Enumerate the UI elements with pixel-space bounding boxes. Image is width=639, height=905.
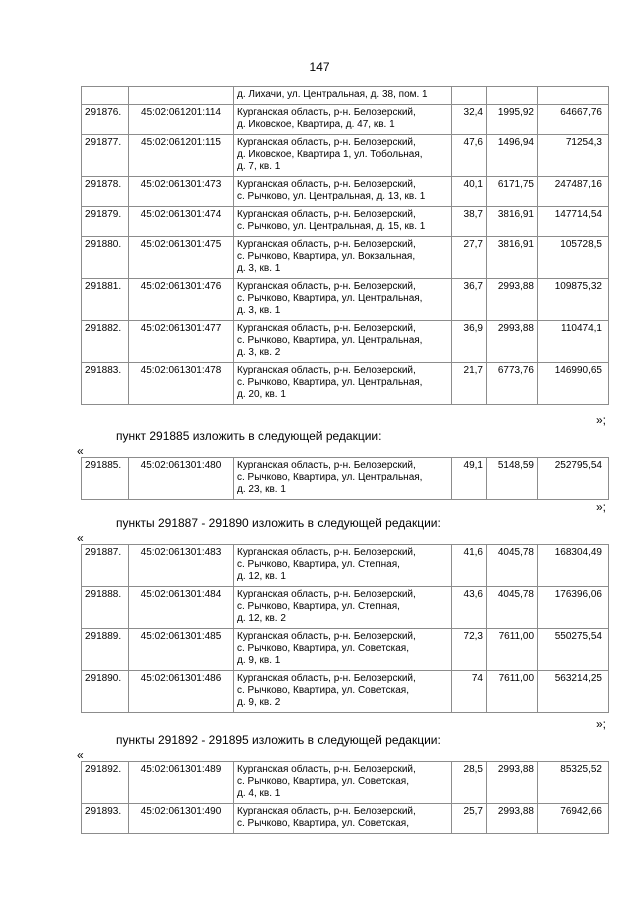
cadastral-number-cell: 45:02:061301:476 xyxy=(129,279,234,321)
cadastral-number-cell: 45:02:061301:490 xyxy=(129,804,234,834)
row-number-cell: 291880. xyxy=(82,237,129,279)
table-row-continuation xyxy=(82,87,609,105)
cadastral-value-cell: 563214,25 xyxy=(538,671,609,713)
closing-quote: »; xyxy=(596,717,607,731)
table-row xyxy=(82,279,609,321)
unit-price-cell: 4045,78 xyxy=(487,545,538,587)
area-cell: 25,7 xyxy=(452,804,487,834)
closing-quote: »; xyxy=(596,413,607,427)
cadastral-number-cell: 45:02:061301:477 xyxy=(129,321,234,363)
cadastral-value-cell: 147714,54 xyxy=(538,207,609,237)
table-row xyxy=(82,671,609,713)
registry-table-1 xyxy=(81,86,609,405)
address-cell: Курганская область, р-н. Белозерский, с. Рычково, Квартира, ул. Центральная, д. 23, кв. 1 xyxy=(234,458,452,500)
row-number-cell: 291885. xyxy=(82,458,129,500)
address-cell: Курганская область, р-н. Белозерский, с. Рычково, Квартира, ул. Центральная, д. 3, кв. 2 xyxy=(234,321,452,363)
table-row xyxy=(82,237,609,279)
unit-price-cell: 6171,75 xyxy=(487,177,538,207)
row-number-cell: 291877. xyxy=(82,135,129,177)
table-row xyxy=(82,135,609,177)
row-number-cell: 291876. xyxy=(82,105,129,135)
cadastral-number-cell: 45:02:061301:478 xyxy=(129,363,234,405)
area-cell: 43,6 xyxy=(452,587,487,629)
area-cell: 40,1 xyxy=(452,177,487,207)
cadastral-number-cell: 45:02:061301:485 xyxy=(129,629,234,671)
unit-price-cell: 5148,59 xyxy=(487,458,538,500)
cadastral-value-cell: 168304,49 xyxy=(538,545,609,587)
area-cell: 72,3 xyxy=(452,629,487,671)
cadastral-value-cell: 252795,54 xyxy=(538,458,609,500)
cadastral-number-cell: 45:02:061201:115 xyxy=(129,135,234,177)
registry-table-3 xyxy=(81,544,609,713)
row-number-cell: 291893. xyxy=(82,804,129,834)
page-number: 147 xyxy=(309,60,330,74)
area-cell: 49,1 xyxy=(452,458,487,500)
area-cell: 36,9 xyxy=(452,321,487,363)
cadastral-number-cell: 45:02:061201:114 xyxy=(129,105,234,135)
table-row xyxy=(82,545,609,587)
area-cell: 32,4 xyxy=(452,105,487,135)
instruction-text: пункты 291892 - 291895 изложить в следующей редакции: xyxy=(116,733,441,747)
unit-price-cell: 4045,78 xyxy=(487,587,538,629)
area-cell: 36,7 xyxy=(452,279,487,321)
unit-price-cell: 2993,88 xyxy=(487,804,538,834)
cadastral-number-cell: 45:02:061301:475 xyxy=(129,237,234,279)
cadastral-number-cell: 45:02:061301:486 xyxy=(129,671,234,713)
area-cell: 27,7 xyxy=(452,237,487,279)
address-cell: Курганская область, р-н. Белозерский, с. Рычково, Квартира, ул. Центральная, д. 3, кв. 1 xyxy=(234,279,452,321)
cadastral-value-cell: 247487,16 xyxy=(538,177,609,207)
address-cell: Курганская область, р-н. Белозерский, с. Рычково, Квартира, ул. Советская, xyxy=(234,804,452,834)
registry-table-2 xyxy=(81,457,609,500)
cadastral-number-cell: 45:02:061301:483 xyxy=(129,545,234,587)
area-cell: 28,5 xyxy=(452,762,487,804)
area-cell: 74 xyxy=(452,671,487,713)
unit-price-cell: 7611,00 xyxy=(487,671,538,713)
cadastral-value-cell: 109875,32 xyxy=(538,279,609,321)
unit-price-cell: 6773,76 xyxy=(487,363,538,405)
unit-price-cell: 1496,94 xyxy=(487,135,538,177)
opening-quote: « xyxy=(77,444,84,458)
row-number-cell: 291890. xyxy=(82,671,129,713)
table-row xyxy=(82,458,609,500)
row-number-cell: 291889. xyxy=(82,629,129,671)
unit-price-cell: 2993,88 xyxy=(487,321,538,363)
cadastral-number-cell: 45:02:061301:480 xyxy=(129,458,234,500)
instruction-text: пункт 291885 изложить в следующей редакции: xyxy=(116,429,382,443)
unit-price-cell: 2993,88 xyxy=(487,762,538,804)
address-cell: Курганская область, р-н. Белозерский, с. Рычково, ул. Центральная, д. 13, кв. 1 xyxy=(234,177,452,207)
cadastral-value-cell: 105728,5 xyxy=(538,237,609,279)
address-cell: Курганская область, р-н. Белозерский, д. Иковское, Квартира 1, ул. Тобольная, д. 7, кв. 1 xyxy=(234,135,452,177)
table-row xyxy=(82,207,609,237)
instruction-text: пункты 291887 - 291890 изложить в следующей редакции: xyxy=(116,516,441,530)
address-cell: Курганская область, р-н. Белозерский, с. Рычково, Квартира, ул. Степная, д. 12, кв. 2 xyxy=(234,587,452,629)
opening-quote: « xyxy=(77,531,84,545)
address-cell: Курганская область, р-н. Белозерский, д. Иковское, Квартира, д. 47, кв. 1 xyxy=(234,105,452,135)
cadastral-number-cell: 45:02:061301:484 xyxy=(129,587,234,629)
table-row xyxy=(82,629,609,671)
unit-price-cell: 3816,91 xyxy=(487,237,538,279)
table-row xyxy=(82,762,609,804)
area-cell: 41,6 xyxy=(452,545,487,587)
address-cell: Курганская область, р-н. Белозерский, с. Рычково, Квартира, ул. Советская, д. 9, кв. 1 xyxy=(234,629,452,671)
address-cell: Курганская область, р-н. Белозерский, с. Рычково, Квартира, ул. Советская, д. 9, кв. 2 xyxy=(234,671,452,713)
row-number-cell: 291882. xyxy=(82,321,129,363)
unit-price-cell: 2993,88 xyxy=(487,279,538,321)
row-number-cell: 291892. xyxy=(82,762,129,804)
address-cell: Курганская область, р-н. Белозерский, с. Рычково, Квартира, ул. Центральная, д. 20, кв. 1 xyxy=(234,363,452,405)
unit-price-cell: 1995,92 xyxy=(487,105,538,135)
cadastral-value-cell: 550275,54 xyxy=(538,629,609,671)
row-number-cell: 291879. xyxy=(82,207,129,237)
row-number-cell: 291887. xyxy=(82,545,129,587)
address-cell: Курганская область, р-н. Белозерский, с. Рычково, ул. Центральная, д. 15, кв. 1 xyxy=(234,207,452,237)
registry-table-4 xyxy=(81,761,609,834)
address-cell: Курганская область, р-н. Белозерский, с. Рычково, Квартира, ул. Вокзальная, д. 3, кв. 1 xyxy=(234,237,452,279)
area-cell: 47,6 xyxy=(452,135,487,177)
closing-quote: »; xyxy=(596,500,607,514)
row-number-cell: 291878. xyxy=(82,177,129,207)
opening-quote: « xyxy=(77,748,84,762)
table-row xyxy=(82,804,609,834)
table-row xyxy=(82,321,609,363)
row-number-cell: 291881. xyxy=(82,279,129,321)
address-cell: Курганская область, р-н. Белозерский, с. Рычково, Квартира, ул. Советская, д. 4, кв. 1 xyxy=(234,762,452,804)
unit-price-cell: 7611,00 xyxy=(487,629,538,671)
unit-price-cell: 3816,91 xyxy=(487,207,538,237)
address-cell: Курганская область, р-н. Белозерский, с. Рычково, Квартира, ул. Степная, д. 12, кв. 1 xyxy=(234,545,452,587)
table-row xyxy=(82,363,609,405)
table-row xyxy=(82,587,609,629)
area-cell: 38,7 xyxy=(452,207,487,237)
cadastral-number-cell: 45:02:061301:473 xyxy=(129,177,234,207)
cadastral-value-cell: 176396,06 xyxy=(538,587,609,629)
cadastral-value-cell: 64667,76 xyxy=(538,105,609,135)
cadastral-value-cell: 76942,66 xyxy=(538,804,609,834)
cadastral-number-cell: 45:02:061301:474 xyxy=(129,207,234,237)
row-number-cell: 291888. xyxy=(82,587,129,629)
table-row xyxy=(82,105,609,135)
cadastral-value-cell: 85325,52 xyxy=(538,762,609,804)
table-row xyxy=(82,177,609,207)
cadastral-value-cell: 71254,3 xyxy=(538,135,609,177)
cadastral-number-cell: 45:02:061301:489 xyxy=(129,762,234,804)
area-cell: 21,7 xyxy=(452,363,487,405)
cadastral-value-cell: 110474,1 xyxy=(538,321,609,363)
row-number-cell: 291883. xyxy=(82,363,129,405)
cadastral-value-cell: 146990,65 xyxy=(538,363,609,405)
address-cell: д. Лихачи, ул. Центральная, д. 38, пом. 1 xyxy=(234,87,452,105)
